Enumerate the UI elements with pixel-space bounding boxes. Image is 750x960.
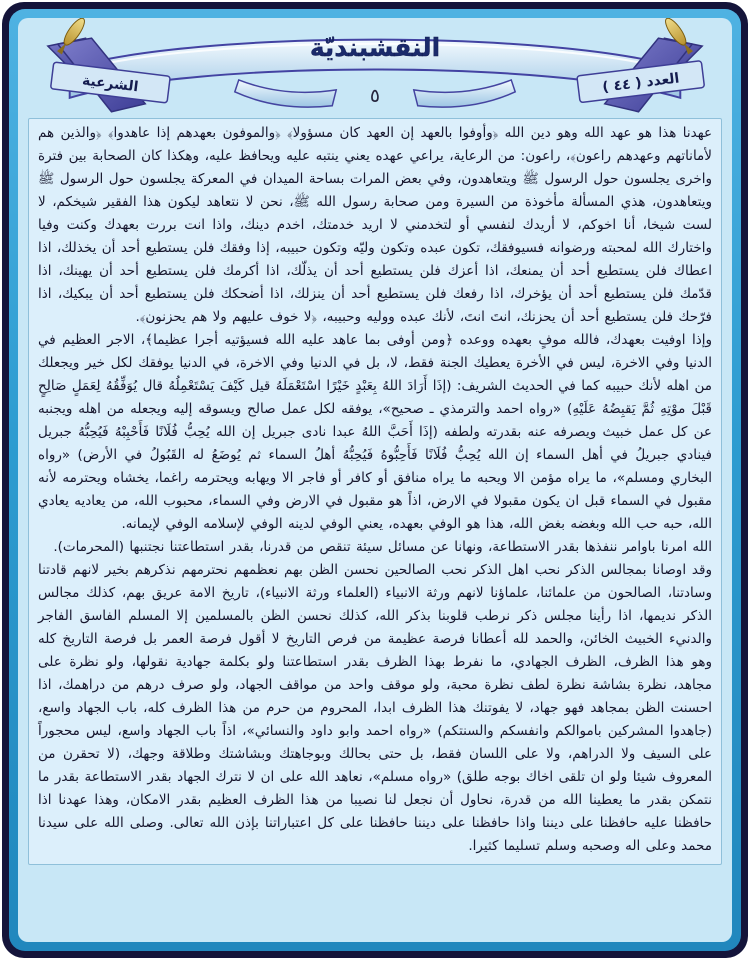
page-background bbox=[18, 18, 732, 942]
newsletter-title: النقشبنديّة bbox=[309, 33, 441, 63]
banner-tail-right bbox=[414, 80, 515, 107]
paragraph-commands: الله امرنا باوامر ننفذها بقدر الاستطاعة، ونهانا عن مسائل سيئة تنقص من قدرنا، بقدر استطاعتنا نجتنبها (المحرمات). bbox=[53, 539, 712, 555]
page-border bbox=[2, 2, 748, 958]
section-label: الشرعية bbox=[81, 72, 140, 96]
page-number: ٥ bbox=[369, 84, 381, 107]
banner-tail-left bbox=[235, 80, 336, 107]
paragraph-dhikr-jihad: وقد اوصانا بمجالس الذكر نحب اهل الذكر نحب الصالحين نحسن الظن بهم نعظمهم نحترمهم نذكرهم بخير لانهم قادتنا وسادتنا، الصالحون من علمائنا، علماؤنا لانهم ورثة الانبياء (العلماء ورثة الانبياء)، تاريخ الامة عريق بهم، كذلك مجالس الذكر نديمها، اذا رأينا مجلس ذكر نرطب قلوبنا بذكر الله، كذلك نحسن الظن بالمسلمين إلا المسلم الفاسق الفاجر والدنيء الخبيث الخائن، والحمد لله أعطانا فرصة عظيمة من فرص التاريخ لا أقول فرصة العمر بل فرصة التاريخ كله وهو هذا الظرف، الظرف الجهادي، ما نفرط بهذا الظرف بقدر استطاعتنا ولو بكلمة جهادية نقولها، ولو نظرة على مجاهد، نظرة بشاشة نظرة لطف نظرة محبة، ولو موقف واحد من مواقف الجهاد، ولو صرف درهم من دراهمك، اذا احسنت الظن بمجاهد فهو جهاد، لا يفوتنك هذا الظرف ابدا، المحروم من حرم من هذا الظرف كله، باب الجهاد واسع، (جاهدوا المشركين باموالكم وانفسكم والسنتكم) «رواه احمد وابو داود والنسائي»، اذاً باب الجهاد واسع، ليس محجوراً على السيف ولا الدراهم، ولا على اللسان فقط، بل حتى بحالك وبوجاهتك وبشاشتك وطلاقة وجهك، (لا تحقرن من المعروف شيئا ولو ان تلقى اخاك بوجه طلق) «رواه مسلم»، نعاهد الله على ان لا نترك الجهاد بقدر الاستطاعة بقدر ما نتمكن بقدر ما يعطينا الله من قدرة، نحاول أن نجعل لنا نصيبا من هذا الظرف العظيم بقدر الامكان، وهذا عهدنا اذا حافظنا عليه حافظنا على ديننا واذا حافظنا على ديننا حافظنا على كل اعتباراتنا بإذن الله تعالى. وصلى الله على سيدنا محمد وعلى اله وصحبه وسلم تسليما كثيرا. bbox=[38, 562, 712, 854]
header-banner bbox=[18, 18, 732, 118]
issue-number-label: العدد ( ٤٤ ) bbox=[601, 70, 681, 96]
page-frame bbox=[9, 9, 741, 951]
paragraph-fulfilling-covenant: وإذا اوفيت بعهدك، فالله موفٍ بعهده ووعده ﴿ومن أوفى بما عاهد عليه الله فسيؤتيه أجرا عظيما﴾، الاجر العظيم في الدنيا وفي الاخرة، ليس في الأخرة يعطيك الجنة فقط، لا، بل في الدنيا وفي الاخرة، في الدنيا يوفقك لكل خير ويجعلك من اهله لأنك حبيبه كما في الحديث الشريف: (إذَا أَرَادَ اللهُ بِعَبْدٍ خَيْرًا اسْتَعْمَلَهُ قيل كَيْفَ يَسْتَعْمِلُهُ قال يُوَفِّقُهُ لِعَمَلٍ صَالِحٍ قَبْلَ موْتِهِ ثُمَّ يَقبِضُهُ عَلَيْهِ) «رواه احمد والترمذي ـ صحيح»، يوفقه لكل عمل صالح ويسوقه إليه ويجعله من اهله ويجنبه عن كل عمل خبيث ويصرفه عنه بقدرته ولطفه (إذَا أَحَبَّ اللهُ عبدا نادى جبريل إن الله يُحِبُّ فُلَانًا فَأَحْبِبْهُ فَيُحِبُّهُ جبريل فينادي جبريلُ في أهل السماء إن الله يُحِبُّ فُلَانًا فَأَحِبُّوهُ فَيُحِبُّهُ أهلُ السماء ثم يُوضَعُ له القَبُولُ في الأرض) «رواه البخاري ومسلم»، ما يراه مؤمن الا ويحبه ما يراه منافق أو كافر أو فاجر الا ويهابه ويحترمه راغما، يخشاه ويحترمه لأنه مقبول في السماء قبل ان يكون مقبولا في الارض، اذاً هو مقبول في الارض وفي السماء، محبوب الله، من يعاديه يعادي الله، حبه حب الله وبغضه بغض الله، هذا هو الوفي بعهده، يعني الوفي لدينه الوفي لإسلامه الوفي لإيمانه. bbox=[38, 332, 712, 532]
banner-graphic bbox=[18, 18, 732, 118]
paragraph-covenant: عهدنا هذا هو عهد الله وهو دين الله ﴿وأوفوا بالعهد إن العهد كان مسؤولا﴾ ﴿والموفون بعهدهم إذا عاهدوا﴾ ﴿والذين هم لأماناتهم وعهدهم راعون﴾، راعون: من الرعاية، يراعي عهده يعني ينتبه عليه ويحافظ عليه، وهكذا كان الصحابة بين فترة واخرى يجلسون حول الرسول ﷺ ويتعاهدون، وفي بعض المرات بساحة الميدان في المعركة يجلسون حول الرسول ﷺ ويتعاهدون، هذي المسألة مأخوذة من السيرة ومن صحابة رسول الله ﷺ، نحن لا نتعاهد ليكون هذا الفقير شيخكم، لا لست شيخا، أنا اخوكم، لا أريدك لنفسي أو لتخدمني لا اريد خدمتك، اخدم دينك، واذا انت بررت بعهدك وكنت وفيا واختارك الله لمحبته ورضوانه فسيوفقك، تكون عبده وتكون وليّه وتكون حبيبه، إذا وفقك فلن يستطيع أحد أن يخذلك، اذا اعطاك فلن يستطيع أحد أن يمنعك، اذا أعزك فلن يستطيع أحد أن يذلّك، اذا أكرمك فلن يستطيع أحد أن يهينك، اذا قدّمك فلن يستطيع أحد أن يؤخرك، اذا رفعك فلن يستطيع أحد أن ينزلك، اذا أضحكك فلن يستطيع أحد أن يبكيك، اذا فرّحك فلن يستطيع أحد أن يحزنك، انتَ انتَ، لأنك عبده ووليه وحبيبه، ﴿لا خوف عليهم ولا هم يحزنون﴾. bbox=[38, 125, 712, 325]
article-body bbox=[28, 118, 722, 865]
